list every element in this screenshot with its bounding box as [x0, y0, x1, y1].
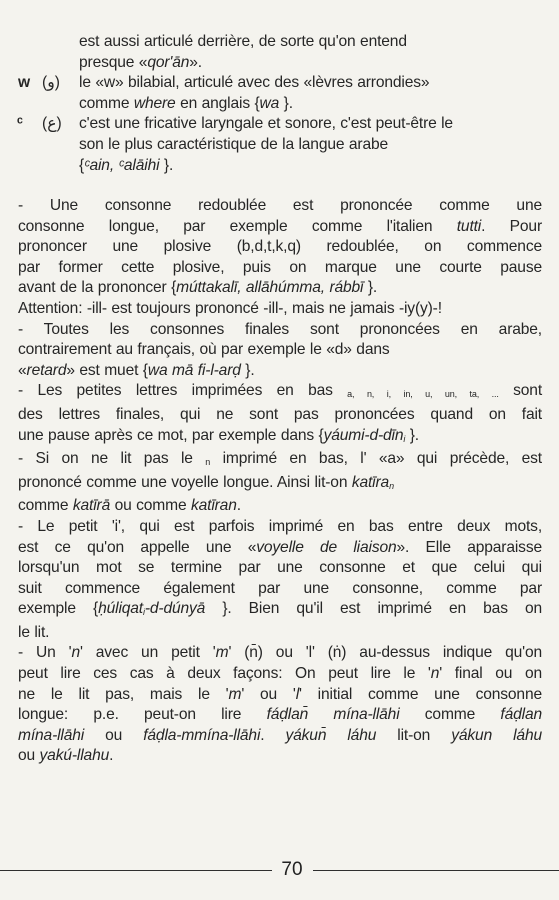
footer-rule-left — [0, 870, 272, 871]
text-line: - Toutes les consonnes finales sont prononcées en arabe, — [18, 320, 542, 338]
text-line: est ce qu'on appelle une «voyelle de liaison». Elle apparaisse — [18, 538, 542, 556]
text-line: par former cette plosive, puis on marque une courte pause — [18, 258, 542, 276]
text-line: contrairement au français, où par exemple le «d» dans — [18, 341, 390, 359]
text-line: suit commence également par une consonne, comme par — [18, 579, 542, 597]
text-line: longue: p.e. peut-on lire fáḍlan̄ mína-llāhi comme fáḍlan — [18, 706, 543, 724]
text-line: est aussi articulé derrière, de sorte qu'on entend — [79, 33, 407, 50]
arabic-waw-glyph: (و) — [42, 74, 60, 91]
rules-block — [18, 196, 542, 767]
letter-ain-label: ᶜ — [17, 114, 23, 131]
text-line: prononcé comme une voyelle longue. Ainsi lit-on katīra$_n$ — [18, 473, 394, 491]
letter-w-label: w — [18, 74, 31, 91]
text-line: lorsqu'un mot se termine par une consonne et que celui qui — [18, 559, 542, 577]
text-line: peut lire ces cas à deux façons: On peut lire le 'n' final ou on — [18, 665, 542, 683]
text-line: - Le petit 'i', qui est parfois imprimé en bas entre deux mots, — [18, 517, 542, 535]
text-line: «retard» est muet {wa mā fi-l-arḍ }. — [18, 361, 255, 379]
text-line: avant de la prononcer {múttakalī, allāhúmma, rábbī }. — [18, 279, 378, 297]
text-line: Attention: -ill- est toujours prononcé -ill-, mais ne jamais -iy(y)-! — [18, 299, 442, 317]
text-line: le lit. — [18, 623, 50, 641]
text-line: son le plus caractéristique de la langue arabe — [79, 135, 389, 153]
text-line: - Si on ne lit pas le $_n$ imprimé en bas, l' «a» qui précède, est — [18, 450, 542, 468]
text-line: le «w» bilabial, articulé avec des «lèvres arrondies» — [79, 74, 430, 92]
text-line: ou yakú-llahu. — [18, 747, 114, 765]
text-line: presque «qor'ān». — [79, 53, 202, 71]
text-line: mína-llāhi ou fáḍla-mmína-llāhi. yákun̄ láhu lit-on yákun láhu — [18, 726, 543, 744]
text-line: exemple {ḥúliqat$_i$-d-dúnyā }. Bien qu'il est imprimé en bas on — [18, 600, 543, 618]
consonant-list-block — [79, 32, 526, 176]
footer-rule-right — [313, 870, 559, 871]
text-line: c'est une fricative laryngale et sonore, c'est peut-être le — [79, 115, 453, 133]
arabic-ain-glyph: (ع) — [42, 115, 62, 132]
text-line: comme katīrā ou comme katīran. — [18, 497, 241, 515]
text-line: consonne longue, par exemple comme l'italien tutti. Pour — [18, 217, 542, 235]
text-line: des lettres finales, qui ne sont pas prononcées quand on fait — [18, 405, 542, 423]
text-line: comme where en anglais {wa }. — [79, 94, 293, 112]
text-line: ne le lit pas, mais le 'm' ou 'l' initial comme une consonne — [18, 685, 543, 703]
text-line: - Une consonne redoublée est prononcée comme une — [18, 197, 542, 214]
text-line: {ᶜain, ᶜalāihi }. — [79, 156, 174, 174]
text-line: - Les petites lettres imprimées en bas $_{a, n, i, in, u, un, ta, ...}$ sont — [18, 382, 542, 400]
text-line: - Un 'n' avec un petit 'm' (n̄) ou 'l' (ṅ) au-dessus indique qu'on — [18, 644, 542, 662]
text-line: une pause après ce mot, par exemple dans {yáumi-d-dīn$_i$ }. — [18, 426, 419, 444]
text-line: prononcer une plosive (b,d,t,k,q) redoublée, on commence — [18, 238, 542, 256]
page-number: 70 — [281, 859, 303, 880]
